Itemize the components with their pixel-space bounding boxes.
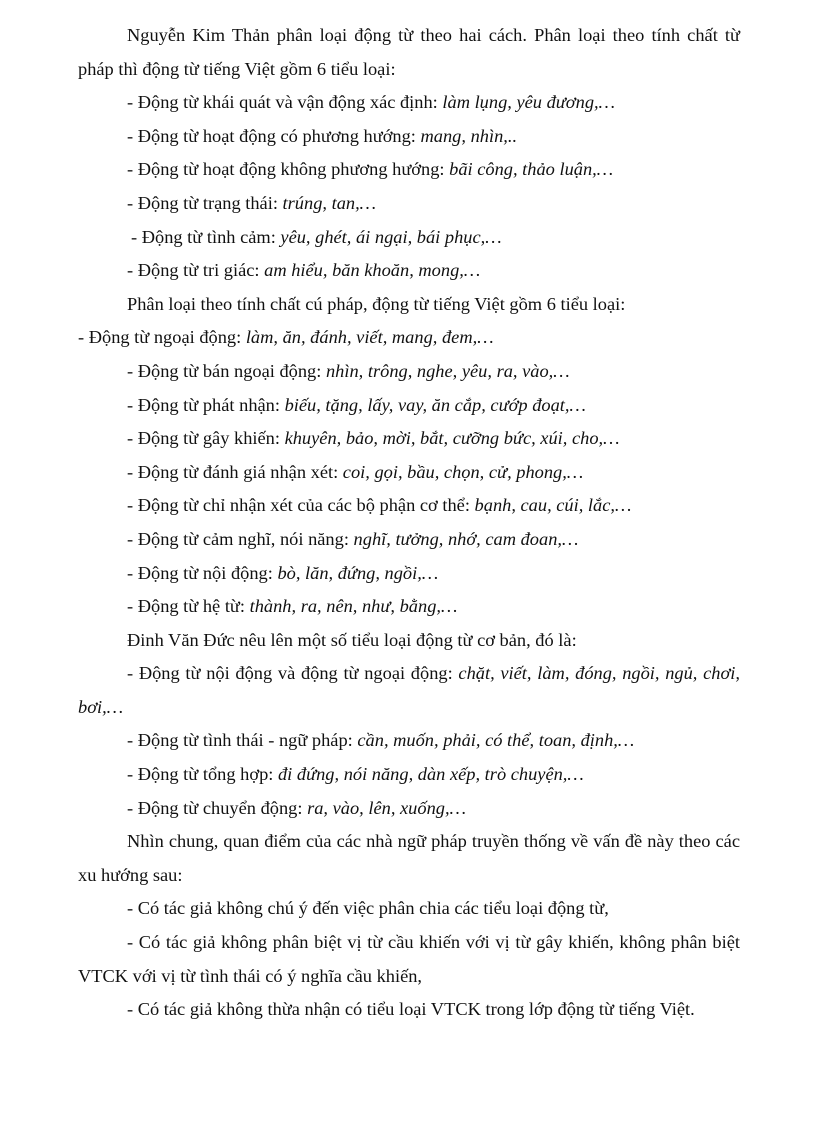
item-label: - Động từ hệ từ: [127, 596, 250, 617]
item-examples: biếu, tặng, lấy, vay, ăn cắp, cướp đoạt,… [284, 394, 586, 415]
list-item [78, 153, 740, 187]
list-item [78, 120, 740, 154]
item-label: - Động từ hoạt động có phương hướng: [127, 125, 421, 146]
item-label: - Động từ chỉ nhận xét của các bộ phận cơ thể: [127, 495, 475, 516]
item-examples: bò, lăn, đứng, ngồi,… [277, 562, 439, 583]
item-label: - Động từ phát nhận: [127, 394, 285, 415]
item-examples: khuyên, bảo, mời, bắt, cưỡng bức, xúi, cho,… [284, 428, 620, 449]
item-examples: trúng, tan,… [282, 192, 377, 213]
summary-list [78, 892, 740, 1026]
item-examples: ra, vào, lên, xuống,… [307, 797, 466, 818]
list-item [78, 489, 740, 523]
item-label: - Động từ nội động: [127, 562, 278, 583]
item-examples: chặt, viết, làm, đóng, ngồi, ngủ, chơi, bơi,… [78, 663, 740, 717]
item-label: - Động từ trạng thái: [127, 192, 283, 213]
list-item [78, 389, 740, 423]
dinh-van-duc-paragraph: Đinh Văn Đức nêu lên một số tiểu loại động từ cơ bản, đó là: [127, 629, 577, 650]
list-item [78, 724, 740, 758]
syntactic-heading-paragraph: Phân loại theo tính chất cú pháp, động từ tiếng Việt gồm 6 tiểu loại: [127, 293, 626, 314]
list-item [78, 792, 740, 826]
item-examples: nhìn, trông, nghe, yêu, ra, vào,… [325, 360, 570, 381]
item-label: - Động từ tình thái - ngữ pháp: [127, 730, 358, 751]
item-examples: bạnh, cau, cúi, lắc,… [474, 495, 632, 516]
item-label: - Động từ cảm nghĩ, nói năng: [127, 528, 354, 549]
item-label: - Động từ tình cảm: [131, 226, 281, 247]
item-examples: coi, gọi, bầu, chọn, cử, phong,… [342, 461, 584, 482]
item-label: - Động từ đánh giá nhận xét: [127, 461, 343, 482]
basic-verb-list [78, 657, 740, 825]
item-examples: am hiểu, băn khoăn, mong,… [264, 260, 481, 281]
list-item [78, 187, 740, 221]
list-item: - Có tác giả không thừa nhận có tiểu loại VTCK trong lớp động từ tiếng Việt. [127, 999, 695, 1020]
item-label: - Động từ nội động và động từ ngoại động: [127, 663, 459, 684]
list-item [78, 86, 740, 120]
item-label: - Động từ tổng hợp: [127, 764, 278, 785]
item-label: - Động từ hoạt động không phương hướng: [127, 159, 450, 180]
item-examples: bãi công, thảo luận,… [449, 159, 614, 180]
item-examples: đi đứng, nói năng, dàn xếp, trò chuyện,… [277, 764, 584, 785]
item-label: - Động từ tri giác: [127, 260, 265, 281]
syntactic-verb-list [78, 321, 740, 623]
item-examples: thành, ra, nên, như, bằng,… [249, 596, 458, 617]
summary-paragraph: Nhìn chung, quan điểm của các nhà ngữ pháp truyền thống về vấn đề này theo các xu hướng sau: [78, 831, 740, 885]
list-item [78, 557, 740, 591]
list-item [78, 254, 740, 288]
list-item [78, 758, 740, 792]
list-item [78, 657, 740, 724]
list-item [78, 321, 740, 355]
item-label: - Động từ ngoại động: [78, 327, 246, 348]
document-page [78, 19, 740, 1027]
item-label: - Động từ khái quát và vận động xác định: [127, 92, 443, 113]
item-examples: nghĩ, tưởng, nhớ, cam đoan,… [353, 528, 579, 549]
item-label: - Động từ bán ngoại động: [127, 360, 326, 381]
list-item [78, 456, 740, 490]
item-examples: làm lụng, yêu đương,… [442, 92, 615, 113]
item-examples: mang, nhìn,.. [420, 125, 518, 146]
list-item: - Có tác giả không phân biệt vị từ cầu khiến với vị từ gây khiến, không phân biệt VTCK với vị từ tình thái có ý nghĩa cầu khiến, [78, 932, 740, 986]
list-item [78, 221, 740, 255]
lexical-verb-list [78, 86, 740, 288]
list-item [78, 523, 740, 557]
item-label: - Động từ chuyển động: [127, 797, 308, 818]
list-item [78, 422, 740, 456]
list-item: - Có tác giả không chú ý đến việc phân chia các tiểu loại động từ, [127, 898, 609, 919]
item-examples: yêu, ghét, ái ngại, bái phục,… [280, 226, 502, 247]
list-item [78, 355, 740, 389]
item-label: - Động từ gây khiến: [127, 428, 285, 449]
list-item [78, 590, 740, 624]
intro-paragraph: Nguyễn Kim Thản phân loại động từ theo hai cách. Phân loại theo tính chất từ pháp thì động từ tiếng Việt gồm 6 tiểu loại: [78, 25, 740, 79]
item-examples: làm, ăn, đánh, viết, mang, đem,… [245, 327, 494, 348]
item-examples: cần, muốn, phải, có thể, toan, định,… [357, 730, 635, 751]
